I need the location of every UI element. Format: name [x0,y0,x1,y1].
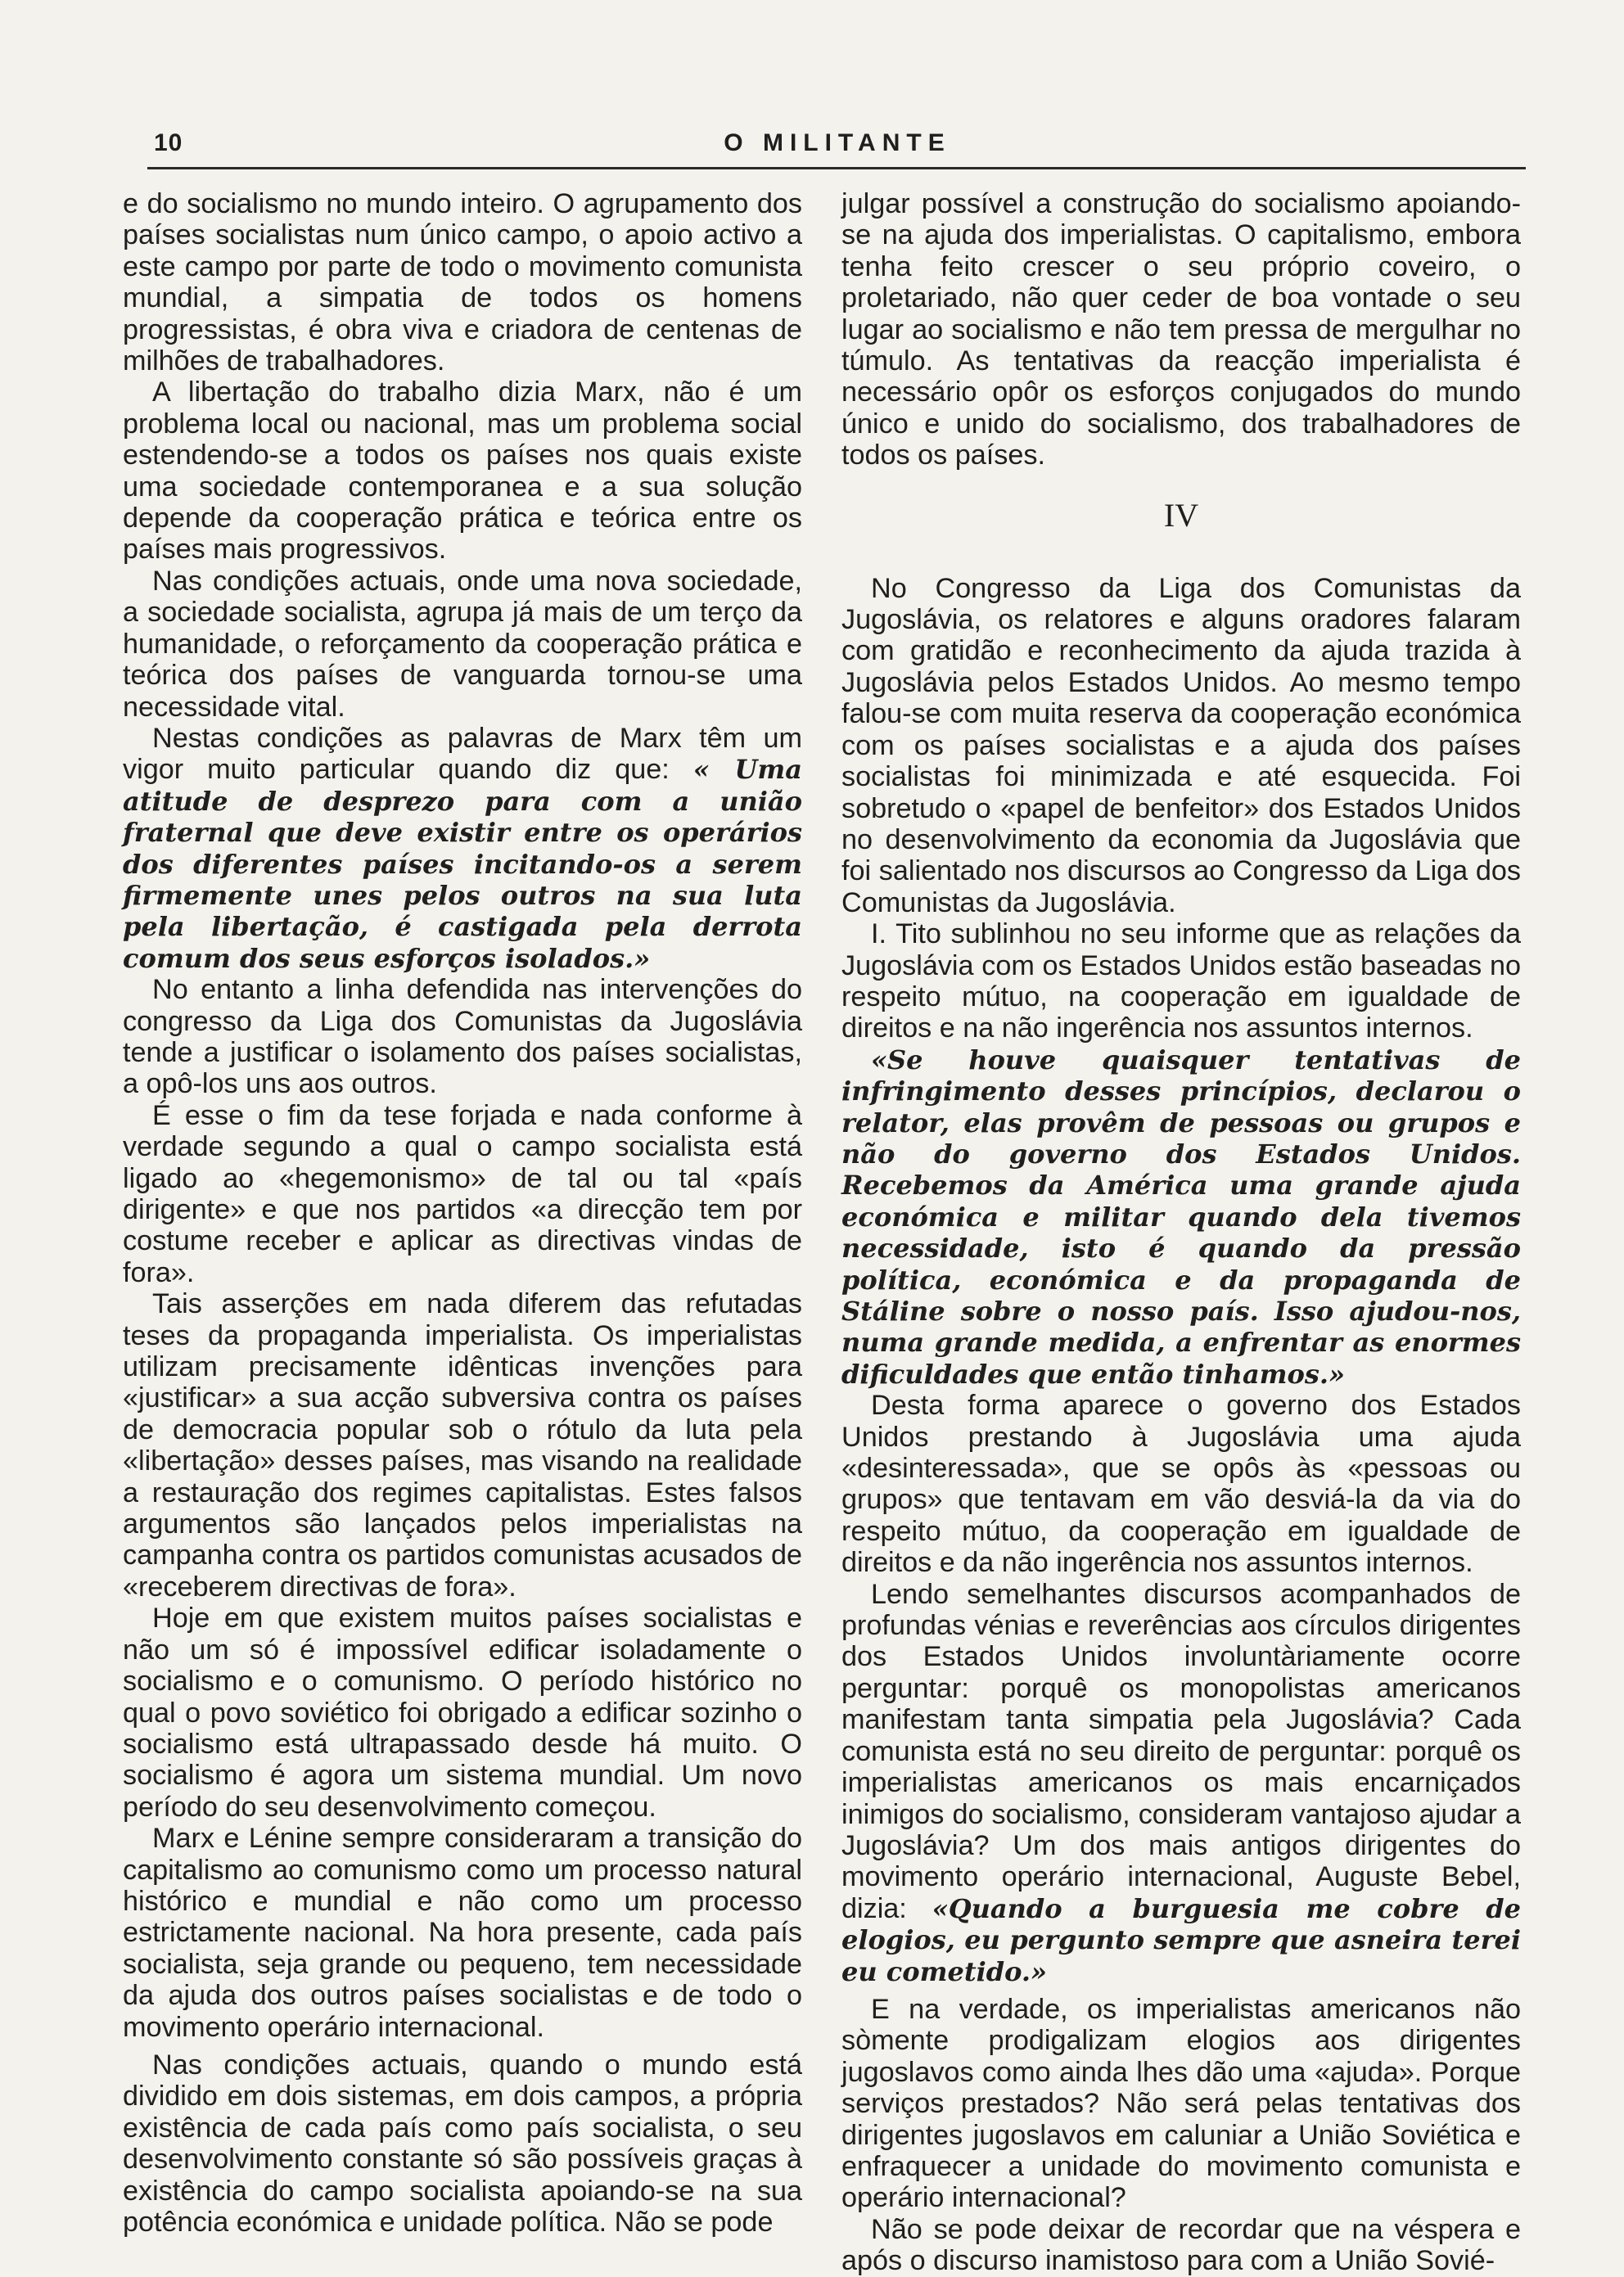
page-header [154,129,1521,162]
left-column [123,188,802,2238]
bebel-quote: «Quando a burguesia me cobre de elogios, eu pergunto sempre que asneira terei eu cometido.» [841,1892,1522,1987]
right-column [841,188,1521,2277]
paragraph: Não se pode deixar de recordar que na véspera e após o discurso inamistoso para com a União Sovié- [841,2213,1521,2277]
paragraph: Hoje em que existem muitos países socialistas e não um só é impossível edificar isoladamente o socialismo e o comunismo. O período histórico no qual o povo soviético foi obrigado a edificar sozinho o socialismo está ultrapassado desde há muito. O socialismo é agora um sistema mundial. Um novo período do seu desenvolvimento começou. [123,1603,802,1823]
paragraph: E na verdade, os imperialistas americanos não sòmente prodigalizam elogios aos dirigentes jugoslavos como ainda lhes dão uma «ajuda». Porque serviços prestados? Não será pelas tentativas dos dirigentes jugoslavos em caluniar a União Soviética e enfraquecer a unidade do movimento comunista e operário internacional? [841,1993,1521,2214]
paragraph: A libertação do trabalho dizia Marx, não é um problema local ou nacional, mas um problema social estendendo-se a todos os países nos quais existe uma sociedade contemporanea e a sua solução depende da cooperação prática e teórica entre os países mais progressivos. [123,376,802,566]
paragraph [841,1579,1521,1987]
marx-quote: « Uma atitude de desprezo para com a união fraternal que deve existir entre os operários dos diferentes países incitando-os a serem firmemente unes pelos outros na sua luta pela libertação, é castigada pela derrota comum dos seus esforços isolados.» [123,754,803,974]
paragraph-text: Lendo semelhantes discursos acompanhados de profundas vénias e reverências aos círculos dirigentes dos Estados Unidos involuntàriamente ocorre perguntar: porquê os monopolistas americanos manifestam tanta simpatia pela Jugoslávia? Cada comunista está no seu direito de perguntar: porquê os imperialistas americanos os mais encarniçados inimigos do socialismo, consideram vantajoso ajudar a Jugoslávia? Um dos mais antigos dirigentes do movimento operário internacional, Auguste Bebel, dizia: [841,1578,1521,1924]
paragraph: É esse o fim da tese forjada e nada conforme à verdade segundo a qual o campo socialista está ligado ao «hegemonismo» de tal ou tal «país dirigente» e que nos partidos «a direcção tem por costume receber e aplicar as directivas vindas de fora». [123,1099,802,1288]
tito-quote: «Se houve quaisquer tentativas de infringimento desses princípios, declarou o relator, elas provêm de pessoas ou grupos e não do governo dos Estados Unidos. Recebemos da América uma grande ajuda económica e militar quando dela tivemos necessidade, isto é quando da pressão política, económica e da propaganda de Stáline sobre o nosso país. Isso ajudou-nos, numa grande medida, a enfrentar as enormes dificuldades que então tinhamos.» [841,1044,1521,1390]
paragraph: Desta forma aparece o governo dos Estados Unidos prestando à Jugoslávia uma ajuda «desinteressada», que se opôs às «pessoas ou grupos» que tentavam em vão desviá-la da via do respeito mútuo, da cooperação em igualdade de direitos e da não ingerência nos assuntos internos. [841,1390,1521,1579]
paragraph-text: Nestas condições as palavras de Marx têm um vigor muito particular quando diz que: [123,722,802,786]
paragraph: Nas condições actuais, quando o mundo está dividido em dois sistemas, em dois campos, a própria existência de cada país como país socialista, o seu desenvolvimento constante só são possíveis graças à existência do campo socialista apoiando-se na sua potência económica e unidade política. Não se pode [123,2049,802,2238]
paragraph: Marx e Lénine sempre consideraram a transição do capitalismo ao comunismo como um processo natural histórico e mundial e não como um processo estrictamente nacional. Na hora presente, cada país socialista, seja grande ou pequeno, tem necessidade da ajuda dos outros países socialistas e de todo o movimento operário internacional. [123,1823,802,2043]
paragraph: e do socialismo no mundo inteiro. O agrupamento dos países socialistas num único campo, o apoio activo a este campo por parte de todo o movimento comunista mundial, a simpatia de todos os homens progressistas, é obra viva e criadora de centenas de milhões de trabalhadores. [123,188,802,377]
paragraph: No Congresso da Liga dos Comunistas da Jugoslávia, os relatores e alguns oradores falaram com gratidão e reconhecimento da ajuda trazida à Jugoslávia pelos Estados Unidos. Ao mesmo tempo falou-se com muita reserva da cooperação económica com os países socialistas e a ajuda dos países socialistas foi minimizada e até esquecida. Foi sobretudo o «papel de benfeitor» dos Estados Unidos no desenvolvimento da economia da Jugoslávia que foi salientado nos discursos ao Congresso da Liga dos Comunistas da Jugoslávia. [841,572,1521,918]
section-heading: IV [1163,496,1199,534]
journal-title: O MILITANTE [724,129,951,156]
header-rule [147,167,1526,169]
paragraph: julgar possível a construção do socialismo apoiando-se na ajuda dos imperialistas. O capitalismo, embora tenha feito crescer o seu próprio coveiro, o proletariado, não quer ceder de boa vontade o seu lugar ao socialismo e não tem pressa de mergulhar no túmulo. As tentativas da reacção imperialista é necessário opôr os esforços conjugados do mundo único e unido do socialismo, dos trabalhadores de todos os países. [841,188,1521,471]
paragraph: Nas condições actuais, onde uma nova sociedade, a sociedade socialista, agrupa já mais de um terço da humanidade, o reforçamento da cooperação prática e teórica dos países de vanguarda tornou-se uma necessidade vital. [123,565,802,723]
paragraph: I. Tito sublinhou no seu informe que as relações da Jugoslávia com os Estados Unidos estão baseadas no respeito mútuo, na cooperação em igualdade de direitos e na não ingerência nos assuntos internos. [841,918,1521,1044]
page-number: 10 [154,129,183,156]
paragraph: No entanto a linha defendida nas intervenções do congresso da Liga dos Comunistas da Jugoslávia tende a justificar o isolamento dos países socialistas, a opô-los uns aos outros. [123,974,802,1100]
paragraph: Tais asserções em nada diferem das refutadas teses da propaganda imperialista. Os imperialistas utilizam precisamente idênticas invenções para «justificar» a sua acção subversiva contra os países de democracia popular sob o rótulo da luta pela «libertação» desses países, mas visando na realidade a restauração dos regimes capitalistas. Estes falsos argumentos são lançados pelos imperialistas na campanha contra os partidos comunistas acusados de «receberem directivas de fora». [123,1288,802,1603]
paragraph [123,723,802,974]
